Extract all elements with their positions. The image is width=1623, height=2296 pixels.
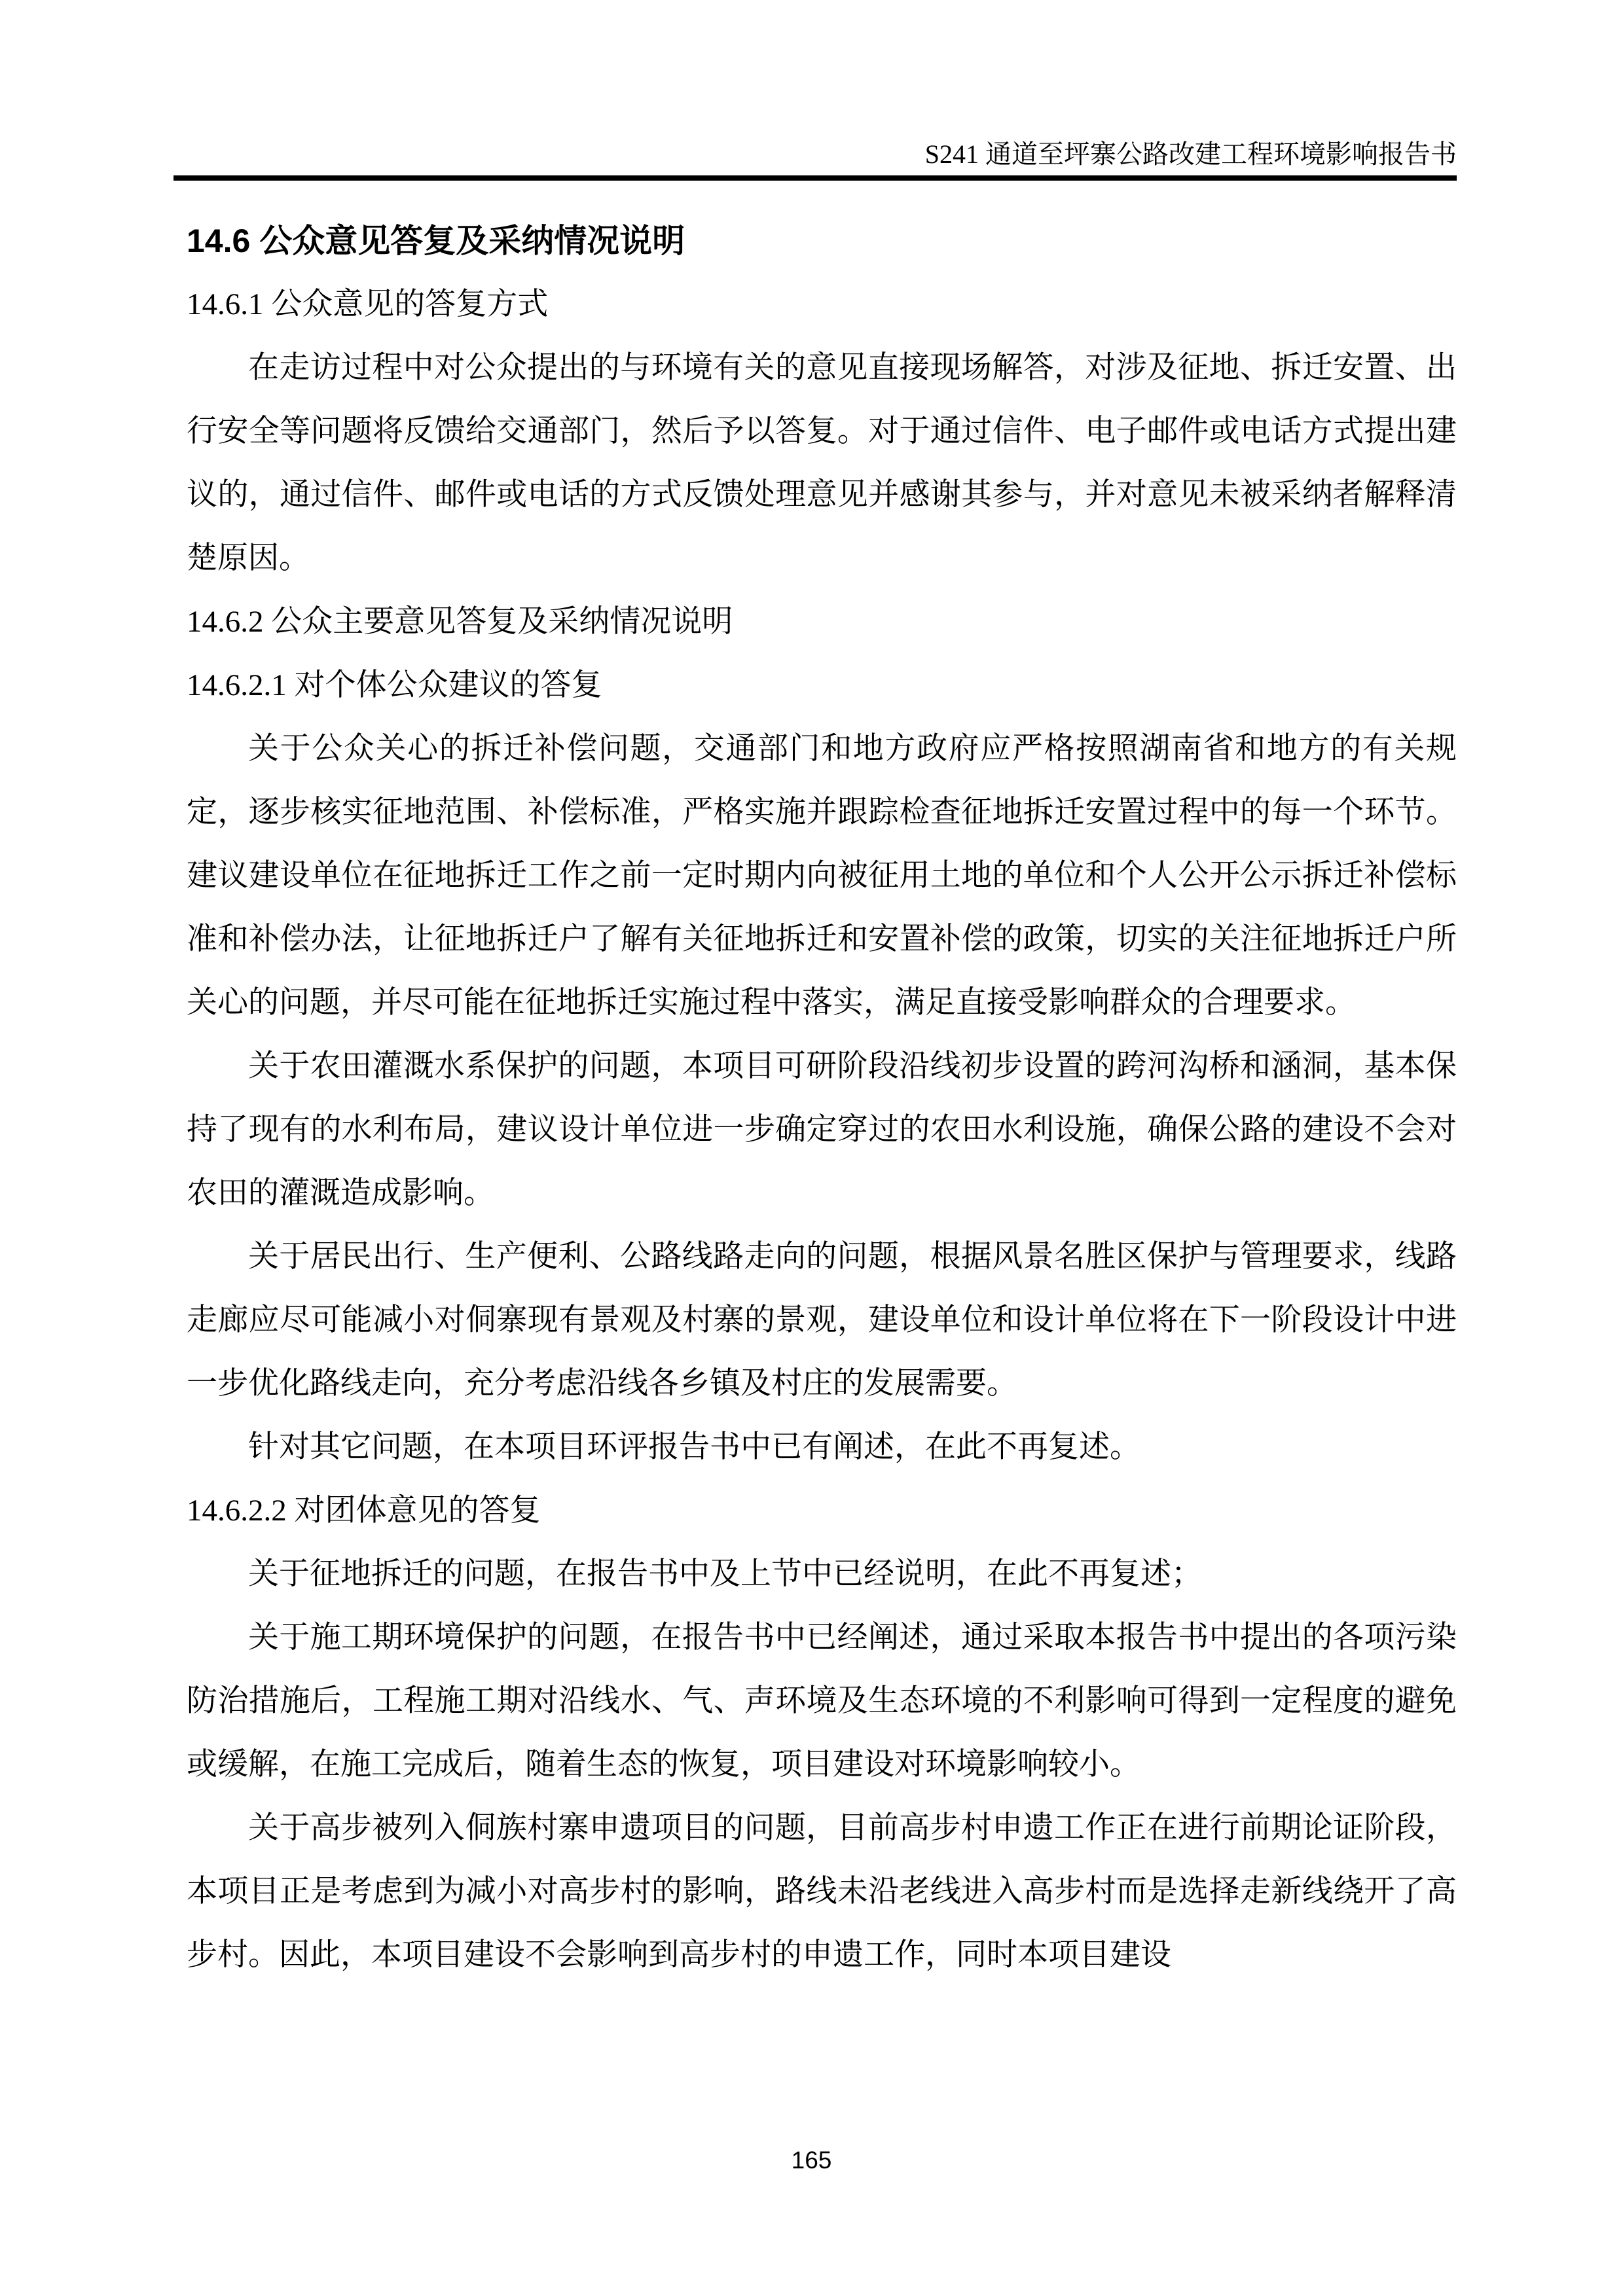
paragraph-land-acquisition: 关于征地拆迁的问题，在报告书中及上节中已经说明，在此不再复述；: [248, 1557, 1202, 1591]
paragraph-other-issues: 针对其它问题，在本项目环评报告书中已有阐述，在此不再复述。: [248, 1430, 1140, 1464]
page-number: 165: [791, 2147, 832, 2174]
running-header-title: S241 通道至坪寨公路改建工程环境影响报告书: [924, 139, 1457, 169]
paragraph-reply-method: 在走访过程中对公众提出的与环境有关的意见直接现场解答，对涉及征地、拆迁安置、出行安全等问题将反馈给交通部门，然后予以答复。对于通过信件、电子邮件或电话方式提出建议的，通过信件、邮件或电话的方式反馈处理意见并感谢其参与，并对意见未被采纳者解释清楚原因。: [187, 351, 1457, 575]
paragraph-gaobu-heritage: 关于高步被列入侗族村寨申遗项目的问题，目前高步村申遗工作正在进行前期论证阶段，本项目正是考虑到为减小对高步村的影响，路线未沿老线进入高步村而是选择走新线绕开了高步村。因此，本项目建设不会影响到高步村的申遗工作，同时本项目建设: [187, 1811, 1457, 1972]
subsection-heading-14-6-2: 14.6.2 公众主要意见答复及采纳情况说明: [187, 605, 733, 639]
subsection-heading-14-6-2-2: 14.6.2.2 对团体意见的答复: [187, 1494, 541, 1528]
section-heading-14-6: 14.6 公众意见答复及采纳情况说明: [187, 223, 685, 259]
page-header: [0, 0, 1623, 181]
subsection-heading-14-6-1: 14.6.1 公众意见的答复方式: [187, 287, 549, 321]
paragraph-irrigation-protection: 关于农田灌溉水系保护的问题，本项目可研阶段沿线初步设置的跨河沟桥和涵洞，基本保持了现有的水利布局，建议设计单位进一步确定穿过的农田水利设施，确保公路的建设不会对农田的灌溉造成影响。: [187, 1049, 1457, 1210]
document-body: [187, 209, 1457, 1987]
subsection-heading-14-6-2-1: 14.6.2.1 对个体公众建议的答复: [187, 668, 602, 702]
paragraph-route-alignment: 关于居民出行、生产便利、公路线路走向的问题，根据风景名胜区保护与管理要求，线路走廊应尽可能减小对侗寨现有景观及村寨的景观，建设单位和设计单位将在下一阶段设计中进一步优化路线走向，充分考虑沿线各乡镇及村庄的发展需要。: [187, 1240, 1457, 1401]
paragraph-construction-env-protection: 关于施工期环境保护的问题，在报告书中已经阐述，通过采取本报告书中提出的各项污染防治措施后，工程施工期对沿线水、气、声环境及生态环境的不利影响可得到一定程度的避免或缓解，在施工完成后，随着生态的恢复，项目建设对环境影响较小。: [187, 1621, 1457, 1782]
header-rule: [173, 175, 1457, 181]
paragraph-demolition-compensation: 关于公众关心的拆迁补偿问题，交通部门和地方政府应严格按照湖南省和地方的有关规定，逐步核实征地范围、补偿标准，严格实施并跟踪检查征地拆迁安置过程中的每一个环节。建议建设单位在征地拆迁工作之前一定时期内向被征用土地的单位和个人公开公示拆迁补偿标准和补偿办法，让征地拆迁户了解有关征地拆迁和安置补偿的政策，切实的关注征地拆迁户所关心的问题，并尽可能在征地拆迁实施过程中落实，满足直接受影响群众的合理要求。: [187, 732, 1457, 1020]
page-footer: [0, 2147, 1623, 2174]
